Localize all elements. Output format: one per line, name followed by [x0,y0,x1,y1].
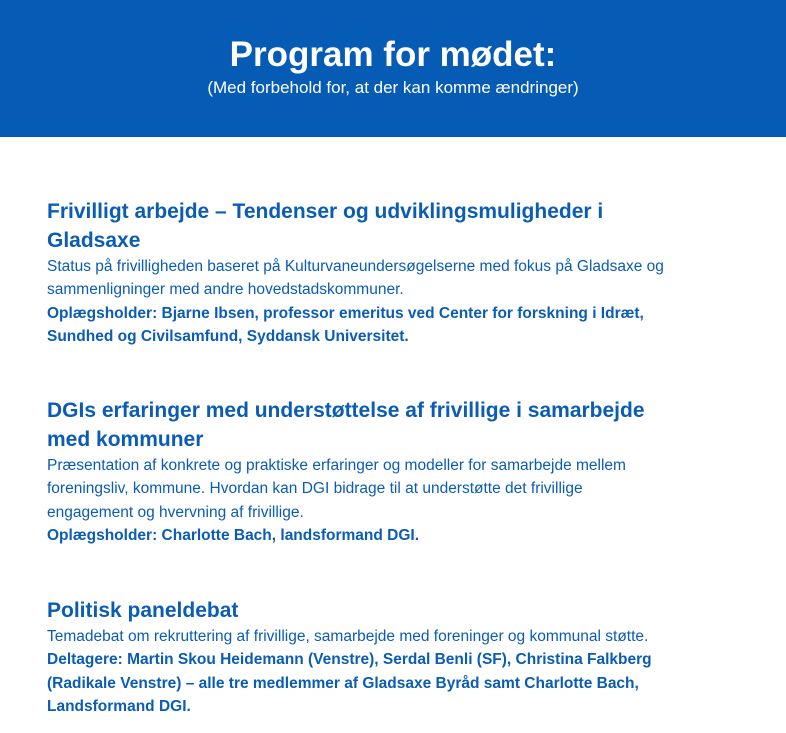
heading-line: Frivilligt arbejde – Tendenser og udviklingsmuligheder i [47,200,604,223]
heading-line: DGIs erfaringer med understøttelse af frivillige i samarbejde [47,399,645,422]
text-line: Status på frivilligheden baseret på Kulturvaneundersøgelserne med fokus på Gladsaxe og [47,258,664,275]
section-speaker [47,524,645,547]
text-line: Oplægsholder: Charlotte Bach, landsformand DGI. [47,526,420,544]
section-dgi-erfaringer [47,396,645,547]
page-header [0,0,786,137]
section-politisk-paneldebat [47,596,652,718]
section-participants [47,648,652,718]
section-frivilligt-arbejde [47,197,664,348]
section-description [47,625,652,648]
section-heading [47,396,645,454]
heading-line: med kommuner [47,428,204,451]
text-line: Temadebat om rekruttering af frivillige, samarbejde med foreninger og kommunal støtte. [47,628,649,645]
text-line: sammenligninger med andre hovedstadskommuner. [47,281,404,299]
text-line: Præsentation af konkrete og praktiske erfaringer og modeller for samarbejde mellem [47,457,626,474]
page-title: Program for mødet: [229,35,557,74]
page-subtitle: (Med forbehold for, at der kan komme ændringer) [207,78,579,97]
text-line: foreningsliv, kommune. Hvordan kan DGI bidrage til at understøtte det frivillige [47,480,583,498]
heading-line: Gladsaxe [47,229,141,252]
text-line: Sundhed og Civilsamfund, Syddansk Universitet. [47,327,409,345]
section-heading [47,596,652,625]
text-line: Deltagere: Martin Skou Heidemann (Venstre), Serdal Benli (SF), Christina Falkberg [47,651,652,669]
heading-line: Politisk paneldebat [47,599,239,622]
text-line: (Radikale Venstre) – alle tre medlemmer af Gladsaxe Byråd samt Charlotte Bach, [47,674,639,692]
section-description [47,454,645,524]
text-line: Landsformand DGI. [47,697,191,715]
text-line: engagement og hvervning af frivillige. [47,503,304,521]
section-heading [47,197,664,255]
section-description [47,255,664,302]
text-line: Oplægsholder: Bjarne Ibsen, professor emeritus ved Center for forskning i Idræt, [47,304,644,322]
section-speaker [47,302,664,349]
